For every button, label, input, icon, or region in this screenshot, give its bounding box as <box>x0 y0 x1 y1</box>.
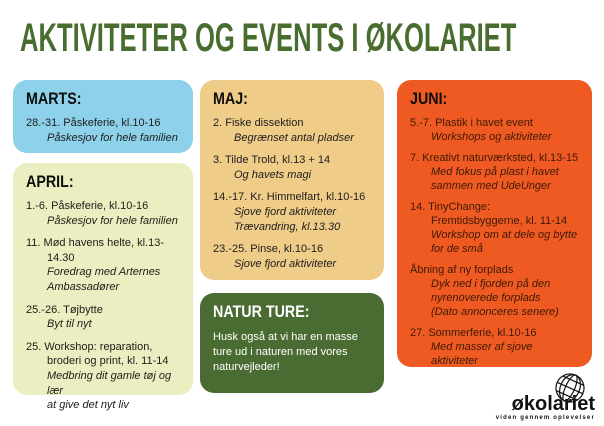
natur-ture-text: Husk også at vi har en masse ture ud i naturen med vores naturvejleder! <box>213 331 358 373</box>
event-item <box>213 116 372 145</box>
event-title: 28.-31. Påskeferie, kl.10-16 <box>26 117 161 129</box>
event-detail: Trævandring, kl.13.30 <box>234 220 341 233</box>
event-detail: Og havets magi <box>234 168 312 181</box>
event-detail: Workshops og aktiviteter <box>431 131 552 143</box>
section-heading-juni: JUNI: <box>410 89 448 108</box>
event-title: 25.-26. Tøjbytte <box>26 303 103 316</box>
event-detail: Sjove fjord aktiviteter <box>234 205 337 218</box>
event-title: Åbning af ny forplads <box>410 264 514 276</box>
event-title: 23.-25. Pinse, kl.10-16 <box>213 243 324 256</box>
event-title: 14. TinyChange: Fremtidsbyggerne, kl. 11-14 <box>410 201 568 227</box>
logo-wordmark: økolariet <box>511 393 595 415</box>
event-list-maj <box>213 116 372 271</box>
event-detail: Påskesjov for hele familien <box>47 131 178 144</box>
section-marts <box>13 80 193 153</box>
event-title: 3. Tilde Trold, kl.13 + 14 <box>213 154 331 167</box>
event-detail: Med masser af sjove aktiviteter <box>431 341 533 367</box>
section-heading-marts: MARTS: <box>26 89 82 108</box>
event-title: 5.-7. Plastik i havet event <box>410 117 533 129</box>
logo-tagline: viden gennem oplevelser <box>495 415 595 421</box>
event-detail: Foredrag med Arternes <box>47 266 161 279</box>
event-title: 7. Kreativt naturværksted, kl.13-15 <box>410 152 579 164</box>
event-title: 2. Fiske dissektion <box>213 117 304 129</box>
section-natur-ture <box>200 293 384 393</box>
event-title: 14.-17. Kr. Himmelfart, kl.10-16 <box>213 191 366 204</box>
event-title: 27. Sommerferie, kl.10-16 <box>410 327 537 339</box>
section-juni <box>397 80 592 367</box>
event-item <box>213 153 372 182</box>
event-detail: at give det nyt liv <box>47 399 129 412</box>
event-detail: Sjove fjord aktiviteter <box>234 257 337 270</box>
event-detail: sammen med UdeUnger <box>431 180 551 192</box>
event-detail: Dyk ned i fjorden på den <box>431 278 551 290</box>
event-list-juni <box>410 116 580 368</box>
event-detail: Ambassadører <box>47 280 120 293</box>
event-detail: Byt til nyt <box>47 318 92 331</box>
section-maj <box>200 80 384 280</box>
event-item <box>213 242 372 271</box>
event-detail: for de små <box>431 243 483 255</box>
event-item <box>213 190 372 234</box>
event-item <box>410 326 580 368</box>
event-list-marts <box>26 116 181 145</box>
event-item <box>410 151 580 193</box>
event-detail: (Dato annonceres senere) <box>431 306 559 318</box>
okolariet-logo <box>496 372 595 421</box>
event-detail: Medbring dit gamle tøj og lær <box>47 369 172 397</box>
event-detail: Begrænset antal pladser <box>234 131 354 144</box>
event-item <box>26 236 181 294</box>
event-title: 25. Workshop: reparation, broderi og print, kl. 11-14 <box>26 340 169 368</box>
event-detail: Med fokus på plast i havet <box>431 166 559 178</box>
event-title: 11. Mød havens helte, kl.13-14.30 <box>26 237 164 264</box>
event-item <box>26 199 181 228</box>
page-title: AKTIVITETER OG EVENTS I ØKOLARIET <box>20 16 517 60</box>
event-detail: Workshop om at dele og bytte <box>431 229 578 241</box>
section-heading-maj: MAJ: <box>213 89 248 108</box>
event-detail: nyrenoverede forplads <box>431 292 541 304</box>
section-april <box>13 163 193 412</box>
event-title: 1.-6. Påskeferie, kl.10-16 <box>26 200 149 212</box>
event-detail: Påskesjov for hele familien <box>47 214 178 227</box>
event-item <box>410 200 580 256</box>
event-list-april <box>26 199 181 413</box>
section-heading-natur-ture: NATUR TURE: <box>213 302 310 321</box>
event-item <box>26 303 181 332</box>
section-heading-april: APRIL: <box>26 172 74 191</box>
event-item <box>410 116 580 144</box>
event-item <box>26 340 181 413</box>
event-item <box>26 116 181 145</box>
event-item <box>410 263 580 319</box>
